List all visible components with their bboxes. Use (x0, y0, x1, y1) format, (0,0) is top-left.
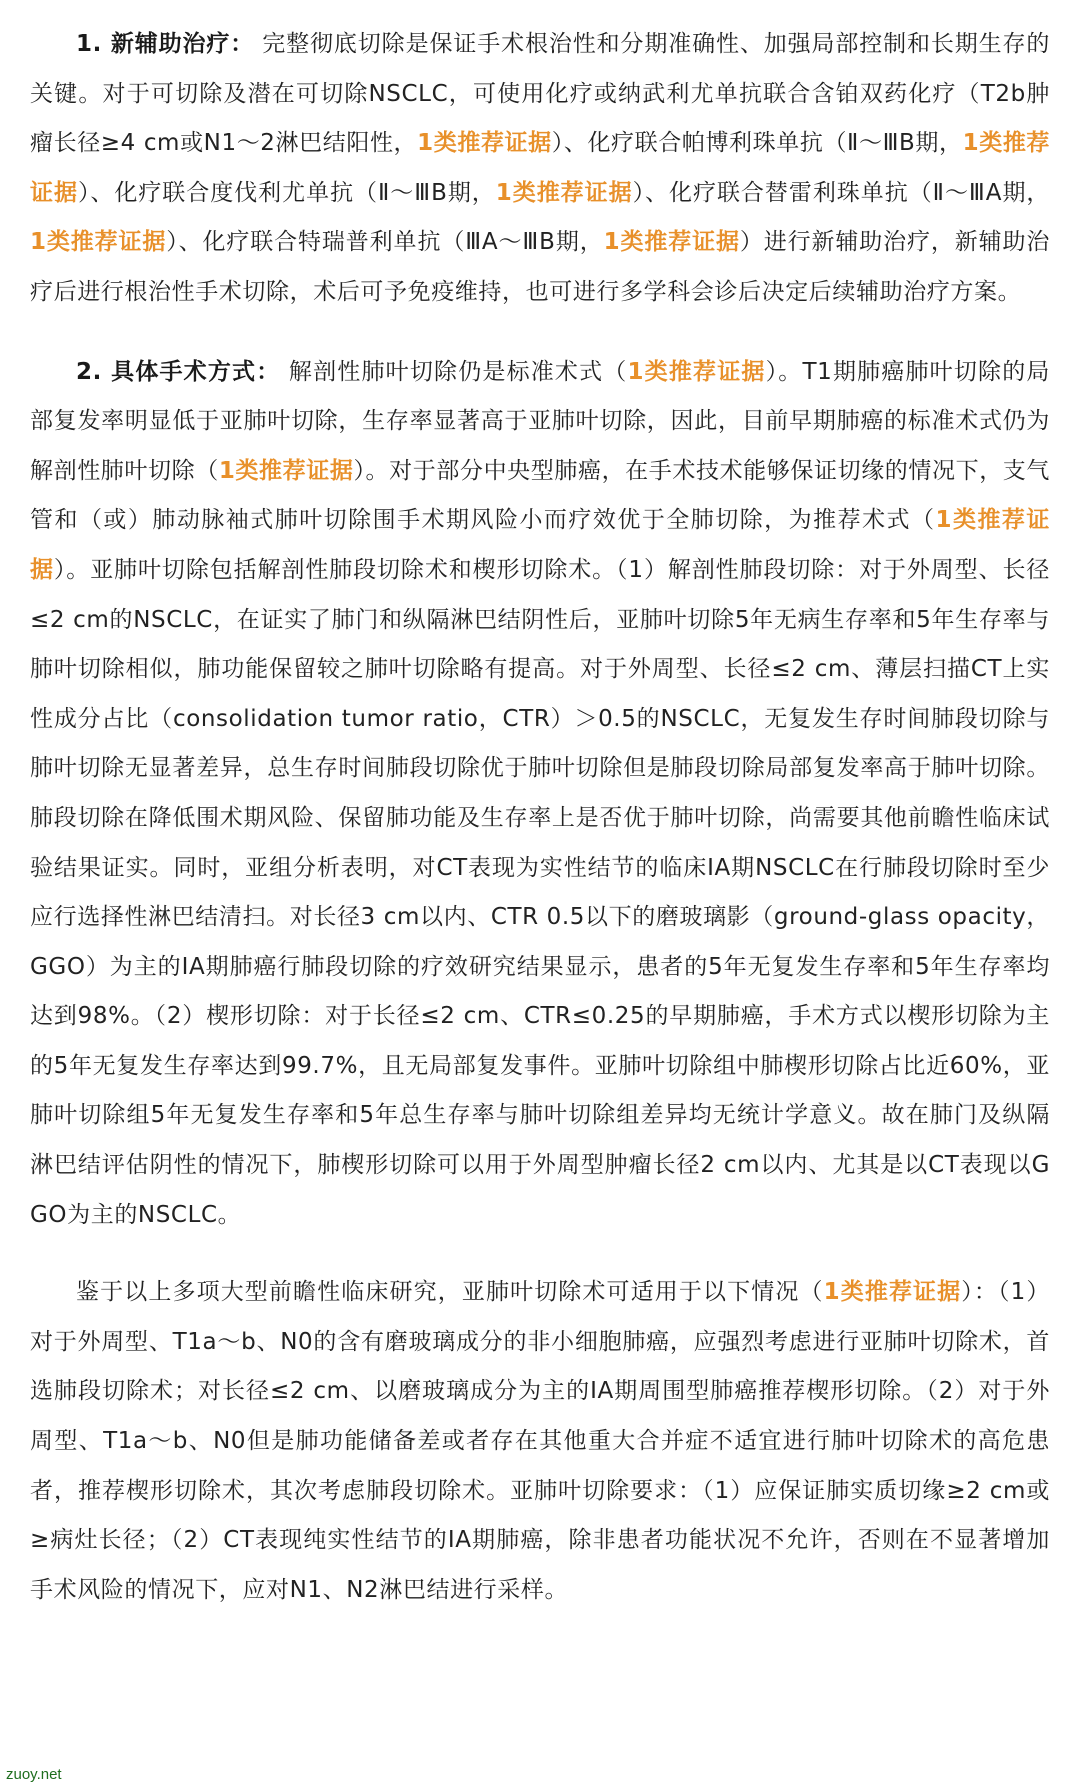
evidence-level-highlight: 1类推荐证据 (30, 507, 1050, 583)
evidence-level-highlight: 1类推荐证据 (823, 1279, 962, 1306)
body-text: ）进行新辅助治疗，新辅助治疗后进行根治性手术切除，术后可予免疫维持，也可进行多学科会诊后决定后续辅助治疗方案。 (30, 229, 1050, 305)
body-text: ）、化疗联合替雷利珠单抗（Ⅱ～ⅢA期， (632, 179, 1051, 206)
evidence-level-highlight: 1类推荐证据 (218, 457, 354, 484)
evidence-level-highlight: 1类推荐证据 (30, 130, 1051, 206)
paragraph-neoadjuvant-therapy (30, 20, 1050, 318)
body-text: ）。T1期肺癌肺叶切除的局部复发率明显低于亚肺叶切除，生存率显著高于亚肺叶切除，因此，目前早期肺癌的标准术式仍为解剖性肺叶切除（ (30, 358, 1051, 484)
body-text: ）、化疗联合特瑞普利单抗（ⅢA～ⅢB期， (166, 229, 604, 256)
paragraph-sublobar-indications (30, 1268, 1050, 1615)
document-body (30, 20, 1050, 1615)
body-text: ）。对于部分中央型肺癌，在手术技术能够保证切缘的情况下，支气管和（或）肺动脉袖式肺叶切除围手术期风险小而疗效优于全肺切除，为推荐术式（ (30, 457, 1051, 534)
watermark-text: zuoy.net (6, 1766, 62, 1783)
paragraph-heading: 1. 新辅助治疗： (76, 31, 255, 57)
paragraph-surgical-approach (30, 348, 1050, 1241)
evidence-level-highlight: 1类推荐证据 (30, 229, 167, 256)
body-text: 解剖性肺叶切除仍是标准术式（ (288, 358, 628, 385)
evidence-level-highlight: 1类推荐证据 (627, 358, 766, 385)
body-text: 鉴于以上多项大型前瞻性临床研究，亚肺叶切除术可适用于以下情况（ (76, 1279, 824, 1306)
body-text: ）、化疗联合帕博利珠单抗（Ⅱ～ⅢB期， (551, 130, 963, 157)
evidence-level-highlight: 1类推荐证据 (417, 130, 552, 157)
evidence-level-highlight: 1类推荐证据 (495, 179, 633, 206)
body-text: 完整彻底切除是保证手术根治性和分期准确性、加强局部控制和长期生存的关键。对于可切除及潜在可切除NSCLC，可使用化疗或纳武利尤单抗联合含铂双药化疗（T2b肿瘤长径≥4 cm或N1～2淋巴结阳性， (30, 31, 1050, 157)
paragraph-heading: 2. 具体手术方式： (76, 358, 281, 385)
body-text: ）。亚肺叶切除包括解剖性肺段切除术和楔形切除术。（1）解剖性肺段切除：对于外周型、长径≤2 cm的NSCLC，在证实了肺门和纵隔淋巴结阴性后，亚肺叶切除5年无病生存率和5年生存率与肺叶切除相似，肺功能保留较之肺叶切除略有提高。对于外周型、长径≤2 cm、薄层扫描CT上实性成分占比（consolidation tumor ratio，CTR）＞0.5的NSCLC，无复发生存时间肺段切除与肺叶切除无显著差异，总生存时间肺段切除优于肺叶切除但是肺段切除局部复发率高于肺叶切除。肺段切除在降低围术期风险、保留肺功能及生存率上是否优于肺叶切除，尚需要其他前瞻性临床试验结果证实。同时，亚组分析表明，对CT表现为实性结节的临床IA期NSCLC在行肺段切除时至少应行选择性淋巴结清扫。对长径3 cm以内、CTR 0.5以下的磨玻璃影（ground-glass opacity，GGO）为主的IA期肺癌行肺段切除的疗效研究结果显示，患者的5年无复发生存率和5年生存率均达到98%。（2）楔形切除：对于长径≤2 cm、CTR≤0.25的早期肺癌，手术方式以楔形切除为主的5年无复发生存率达到99.7%，且无局部复发事件。亚肺叶切除组中肺楔形切除占比近60%，亚肺叶切除组5年无复发生存率和5年总生存率与肺叶切除组差异均无统计学意义。故在肺门及纵隔淋巴结评估阴性的情况下，肺楔形切除可以用于外周型肿瘤长径2 cm以内、尤其是以CT表现以GGO为主的NSCLC。 (30, 556, 1050, 1228)
evidence-level-highlight: 1类推荐证据 (603, 229, 740, 256)
body-text: ）：（1）对于外周型、T1a～b、N0的含有磨玻璃成分的非小细胞肺癌，应强烈考虑进行亚肺叶切除术，首选肺段切除术；对长径≤2 cm、以磨玻璃成分为主的IA期周围型肺癌推荐楔形切除。（2）对于外周型、T1a～b、N0但是肺功能储备差或者存在其他重大合并症不适宜进行肺叶切除术的高危患者，推荐楔形切除术，其次考虑肺段切除术。亚肺叶切除要求：（1）应保证肺实质切缘≥2 cm或≥病灶长径；（2）CT表现纯实性结节的IA期肺癌，除非患者功能状况不允许，否则在不显著增加手术风险的情况下，应对N1、N2淋巴结进行采样。 (30, 1279, 1050, 1603)
body-text: ）、化疗联合度伐利尤单抗（Ⅱ～ⅢB期， (77, 179, 496, 206)
